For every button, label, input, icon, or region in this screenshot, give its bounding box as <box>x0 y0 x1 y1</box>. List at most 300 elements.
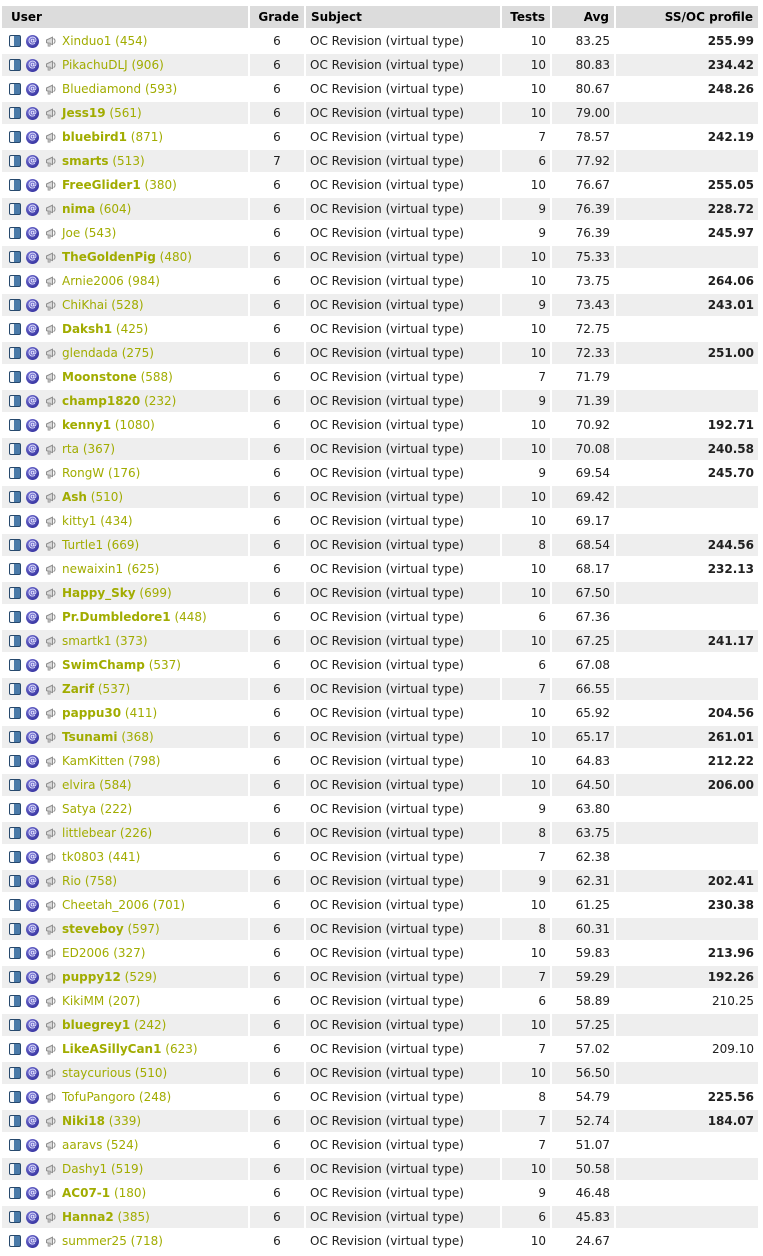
username-link[interactable]: aaravs <box>62 1138 103 1152</box>
ss-oc-profile-cell <box>616 1158 758 1180</box>
email-icon[interactable]: @ <box>28 443 37 454</box>
username-link[interactable]: Tsunami <box>62 730 118 744</box>
profile-card-icon[interactable] <box>9 563 21 575</box>
email-icon[interactable]: @ <box>28 1163 37 1174</box>
profile-card-icon[interactable] <box>9 635 21 647</box>
profile-card-icon[interactable] <box>9 659 21 671</box>
email-icon[interactable]: @ <box>28 179 37 190</box>
username-link[interactable]: Happy_Sky <box>62 586 136 600</box>
profile-card-icon[interactable] <box>9 179 21 191</box>
username-link[interactable]: FreeGlider1 <box>62 178 141 192</box>
username-link[interactable]: Rio <box>62 874 82 888</box>
tests-cell: 10 <box>502 1230 550 1252</box>
email-icon[interactable]: @ <box>28 563 37 574</box>
column-header-tests: Tests <box>502 6 550 28</box>
megaphone-icon[interactable] <box>45 635 58 648</box>
username-link[interactable]: glendada <box>62 346 118 360</box>
tests-cell: 7 <box>502 678 550 700</box>
profile-card-icon[interactable] <box>9 1235 21 1247</box>
avg-cell: 59.83 <box>552 942 614 964</box>
ss-oc-profile-cell: 244.56 <box>616 534 758 556</box>
username-link[interactable]: pappu30 <box>62 706 122 720</box>
username-link[interactable]: Pr.Dumbledore1 <box>62 610 171 624</box>
subject-cell: OC Revision (virtual type) <box>306 54 500 76</box>
megaphone-icon[interactable] <box>45 275 58 288</box>
username-link[interactable]: summer25 <box>62 1234 127 1248</box>
megaphone-icon[interactable] <box>45 251 58 264</box>
megaphone-icon[interactable] <box>45 1187 58 1200</box>
user-cell <box>2 918 248 940</box>
profile-card-icon[interactable] <box>9 59 21 71</box>
ss-oc-profile-cell <box>616 510 758 532</box>
username-link[interactable]: Dashy1 <box>62 1162 108 1176</box>
megaphone-icon[interactable] <box>45 539 58 552</box>
email-icon[interactable]: @ <box>28 851 37 862</box>
megaphone-icon[interactable] <box>45 1163 58 1176</box>
avg-cell: 52.74 <box>552 1110 614 1132</box>
profile-card-icon[interactable] <box>9 851 21 863</box>
megaphone-icon[interactable] <box>45 947 58 960</box>
user-cell <box>2 54 248 76</box>
user-id: (604) <box>95 202 132 216</box>
email-icon[interactable]: @ <box>28 707 37 718</box>
megaphone-icon[interactable] <box>45 1091 58 1104</box>
profile-card-icon[interactable] <box>9 611 21 623</box>
profile-card-icon[interactable] <box>9 155 21 167</box>
username-link[interactable]: ChiKhai <box>62 298 108 312</box>
username-link[interactable]: nima <box>62 202 96 216</box>
username-link[interactable]: elvira <box>62 778 96 792</box>
megaphone-icon[interactable] <box>45 203 58 216</box>
profile-card-icon[interactable] <box>9 1163 21 1175</box>
megaphone-icon[interactable] <box>45 515 58 528</box>
megaphone-icon[interactable] <box>45 35 58 48</box>
profile-card-icon[interactable] <box>9 227 21 239</box>
profile-card-icon[interactable] <box>9 1115 21 1127</box>
profile-card-icon[interactable] <box>9 923 21 935</box>
email-icon[interactable]: @ <box>28 971 37 982</box>
username-link[interactable]: Turtle1 <box>62 538 104 552</box>
megaphone-icon[interactable] <box>45 683 58 696</box>
profile-card-icon[interactable] <box>9 1091 21 1103</box>
user-cell <box>2 1038 248 1060</box>
grade-cell: 6 <box>250 942 304 964</box>
email-icon[interactable]: @ <box>28 347 37 358</box>
username-link[interactable]: Ash <box>62 490 87 504</box>
subject-cell: OC Revision (virtual type) <box>306 246 500 268</box>
username-link[interactable]: smartk1 <box>62 634 112 648</box>
username-link[interactable]: PikachuDLJ <box>62 58 128 72</box>
grade-cell: 6 <box>250 702 304 724</box>
tests-cell: 7 <box>502 1134 550 1156</box>
grade-cell: 6 <box>250 966 304 988</box>
email-icon[interactable]: @ <box>28 419 37 430</box>
email-icon[interactable]: @ <box>28 35 37 46</box>
username-link[interactable]: kitty1 <box>62 514 97 528</box>
user-id: (226) <box>116 826 153 840</box>
email-icon[interactable]: @ <box>28 923 37 934</box>
grade-cell: 6 <box>250 1086 304 1108</box>
user-cell <box>2 222 248 244</box>
megaphone-icon[interactable] <box>45 443 58 456</box>
email-icon[interactable]: @ <box>28 875 37 886</box>
table-row <box>2 438 758 460</box>
megaphone-icon[interactable] <box>45 707 58 720</box>
username-link[interactable]: bluegrey1 <box>62 1018 131 1032</box>
megaphone-icon[interactable] <box>45 731 58 744</box>
profile-card-icon[interactable] <box>9 347 21 359</box>
email-icon[interactable]: @ <box>28 491 37 502</box>
email-icon[interactable]: @ <box>28 947 37 958</box>
email-icon[interactable]: @ <box>28 683 37 694</box>
user-cell <box>2 294 248 316</box>
megaphone-icon[interactable] <box>45 1043 58 1056</box>
ss-oc-profile-cell <box>616 1014 758 1036</box>
user-cell <box>2 558 248 580</box>
table-row <box>2 1206 758 1228</box>
megaphone-icon[interactable] <box>45 1067 58 1080</box>
username-link[interactable]: Niki18 <box>62 1114 105 1128</box>
username-link[interactable]: SwimChamp <box>62 658 145 672</box>
user-id: (537) <box>94 682 131 696</box>
profile-card-icon[interactable] <box>9 1139 21 1151</box>
email-icon[interactable]: @ <box>28 59 37 70</box>
megaphone-icon[interactable] <box>45 155 58 168</box>
profile-card-icon[interactable] <box>9 275 21 287</box>
username-link[interactable]: Hanna2 <box>62 1210 114 1224</box>
profile-card-icon[interactable] <box>9 515 21 527</box>
ss-oc-profile-cell: 204.56 <box>616 702 758 724</box>
profile-card-icon[interactable] <box>9 1211 21 1223</box>
profile-card-icon[interactable] <box>9 251 21 263</box>
profile-card-icon[interactable] <box>9 683 21 695</box>
grade-cell: 6 <box>250 846 304 868</box>
email-icon[interactable]: @ <box>28 827 37 838</box>
username-link[interactable]: puppy12 <box>62 970 121 984</box>
tests-cell: 7 <box>502 966 550 988</box>
email-icon[interactable]: @ <box>28 731 37 742</box>
email-icon[interactable]: @ <box>28 131 37 142</box>
user-cell <box>2 390 248 412</box>
megaphone-icon[interactable] <box>45 1211 58 1224</box>
table-row <box>2 702 758 724</box>
email-icon[interactable]: @ <box>28 299 37 310</box>
email-icon[interactable]: @ <box>28 995 37 1006</box>
user-id: (368) <box>117 730 154 744</box>
email-icon[interactable]: @ <box>28 755 37 766</box>
subject-cell: OC Revision (virtual type) <box>306 222 500 244</box>
email-icon[interactable]: @ <box>28 1235 37 1246</box>
username-link[interactable]: Arnie2006 <box>62 274 124 288</box>
profile-card-icon[interactable] <box>9 707 21 719</box>
profile-card-icon[interactable] <box>9 299 21 311</box>
tests-cell: 8 <box>502 822 550 844</box>
table-row <box>2 198 758 220</box>
megaphone-icon[interactable] <box>45 779 58 792</box>
user-cell <box>2 126 248 148</box>
table-row <box>2 630 758 652</box>
ss-oc-profile-cell: 213.96 <box>616 942 758 964</box>
tests-cell: 7 <box>502 366 550 388</box>
email-icon[interactable]: @ <box>28 539 37 550</box>
megaphone-icon[interactable] <box>45 1235 58 1248</box>
tests-cell: 9 <box>502 390 550 412</box>
profile-card-icon[interactable] <box>9 467 21 479</box>
username-link[interactable]: RongW <box>62 466 105 480</box>
avg-cell: 76.67 <box>552 174 614 196</box>
profile-card-icon[interactable] <box>9 1043 21 1055</box>
profile-card-icon[interactable] <box>9 35 21 47</box>
email-icon[interactable]: @ <box>28 1115 37 1126</box>
username-link[interactable]: ED2006 <box>62 946 110 960</box>
email-icon[interactable]: @ <box>28 515 37 526</box>
grade-cell: 6 <box>250 1206 304 1228</box>
megaphone-icon[interactable] <box>45 995 58 1008</box>
subject-cell: OC Revision (virtual type) <box>306 30 500 52</box>
profile-card-icon[interactable] <box>9 731 21 743</box>
username-link[interactable]: steveboy <box>62 922 124 936</box>
profile-card-icon[interactable] <box>9 827 21 839</box>
tests-cell: 7 <box>502 1110 550 1132</box>
user-id: (597) <box>123 922 160 936</box>
username-link[interactable]: Jess19 <box>62 106 106 120</box>
megaphone-icon[interactable] <box>45 1019 58 1032</box>
profile-card-icon[interactable] <box>9 491 21 503</box>
megaphone-icon[interactable] <box>45 179 58 192</box>
email-icon[interactable]: @ <box>28 83 37 94</box>
user-cell <box>2 102 248 124</box>
email-icon[interactable]: @ <box>28 1019 37 1030</box>
user-cell <box>2 990 248 1012</box>
grade-cell: 6 <box>250 78 304 100</box>
user-cell <box>2 654 248 676</box>
table-row <box>2 606 758 628</box>
megaphone-icon[interactable] <box>45 323 58 336</box>
email-icon[interactable]: @ <box>28 227 37 238</box>
profile-card-icon[interactable] <box>9 995 21 1007</box>
profile-card-icon[interactable] <box>9 539 21 551</box>
megaphone-icon[interactable] <box>45 371 58 384</box>
subject-cell: OC Revision (virtual type) <box>306 366 500 388</box>
email-icon[interactable]: @ <box>28 467 37 478</box>
username-link[interactable]: tk0803 <box>62 850 105 864</box>
megaphone-icon[interactable] <box>45 563 58 576</box>
megaphone-icon[interactable] <box>45 851 58 864</box>
subject-cell: OC Revision (virtual type) <box>306 126 500 148</box>
ss-oc-profile-cell: 225.56 <box>616 1086 758 1108</box>
username-link[interactable]: smarts <box>62 154 109 168</box>
username-link[interactable]: Joe <box>62 226 81 240</box>
profile-card-icon[interactable] <box>9 131 21 143</box>
user-id: (513) <box>108 154 145 168</box>
subject-cell: OC Revision (virtual type) <box>306 318 500 340</box>
megaphone-icon[interactable] <box>45 587 58 600</box>
megaphone-icon[interactable] <box>45 107 58 120</box>
tests-cell: 8 <box>502 918 550 940</box>
megaphone-icon[interactable] <box>45 59 58 72</box>
table-body <box>2 30 758 1252</box>
megaphone-icon[interactable] <box>45 803 58 816</box>
megaphone-icon[interactable] <box>45 227 58 240</box>
subject-cell: OC Revision (virtual type) <box>306 342 500 364</box>
ss-oc-profile-cell <box>616 606 758 628</box>
email-icon[interactable]: @ <box>28 635 37 646</box>
profile-card-icon[interactable] <box>9 899 21 911</box>
email-icon[interactable]: @ <box>28 779 37 790</box>
subject-cell: OC Revision (virtual type) <box>306 726 500 748</box>
table-row <box>2 1110 758 1132</box>
ss-oc-profile-cell: 192.71 <box>616 414 758 436</box>
username-link[interactable]: LikeASillyCan1 <box>62 1042 162 1056</box>
username-link[interactable]: bluebird1 <box>62 130 127 144</box>
megaphone-icon[interactable] <box>45 899 58 912</box>
email-icon[interactable]: @ <box>28 371 37 382</box>
email-icon[interactable]: @ <box>28 587 37 598</box>
profile-card-icon[interactable] <box>9 371 21 383</box>
grade-cell: 6 <box>250 318 304 340</box>
megaphone-icon[interactable] <box>45 875 58 888</box>
subject-cell: OC Revision (virtual type) <box>306 990 500 1012</box>
profile-card-icon[interactable] <box>9 203 21 215</box>
subject-cell: OC Revision (virtual type) <box>306 894 500 916</box>
user-cell <box>2 1206 248 1228</box>
username-link[interactable]: staycurious <box>62 1066 132 1080</box>
tests-cell: 10 <box>502 582 550 604</box>
email-icon[interactable]: @ <box>28 803 37 814</box>
megaphone-icon[interactable] <box>45 491 58 504</box>
email-icon[interactable]: @ <box>28 203 37 214</box>
profile-card-icon[interactable] <box>9 755 21 767</box>
user-id: (232) <box>140 394 177 408</box>
email-icon[interactable]: @ <box>28 1139 37 1150</box>
avg-cell: 67.50 <box>552 582 614 604</box>
megaphone-icon[interactable] <box>45 827 58 840</box>
user-id: (385) <box>113 1210 150 1224</box>
megaphone-icon[interactable] <box>45 347 58 360</box>
megaphone-icon[interactable] <box>45 923 58 936</box>
profile-card-icon[interactable] <box>9 107 21 119</box>
subject-cell: OC Revision (virtual type) <box>306 1206 500 1228</box>
avg-cell: 69.42 <box>552 486 614 508</box>
grade-cell: 6 <box>250 1014 304 1036</box>
username-link[interactable]: TheGoldenPig <box>62 250 156 264</box>
username-link[interactable]: kenny1 <box>62 418 112 432</box>
megaphone-icon[interactable] <box>45 659 58 672</box>
profile-card-icon[interactable] <box>9 779 21 791</box>
megaphone-icon[interactable] <box>45 131 58 144</box>
username-link[interactable]: champ1820 <box>62 394 141 408</box>
username-link[interactable]: AC07-1 <box>62 1186 111 1200</box>
megaphone-icon[interactable] <box>45 1115 58 1128</box>
username-link[interactable]: Daksh1 <box>62 322 113 336</box>
username-link[interactable]: Zarif <box>62 682 95 696</box>
username-link[interactable]: Bluediamond <box>62 82 142 96</box>
tests-cell: 10 <box>502 510 550 532</box>
username-link[interactable]: newaixin1 <box>62 562 124 576</box>
megaphone-icon[interactable] <box>45 1139 58 1152</box>
username-link[interactable]: Satya <box>62 802 97 816</box>
table-row <box>2 150 758 172</box>
email-icon[interactable]: @ <box>28 1211 37 1222</box>
email-icon[interactable]: @ <box>28 899 37 910</box>
profile-card-icon[interactable] <box>9 419 21 431</box>
email-icon[interactable]: @ <box>28 659 37 670</box>
table-row <box>2 1086 758 1108</box>
email-icon[interactable]: @ <box>28 1043 37 1054</box>
profile-card-icon[interactable] <box>9 803 21 815</box>
username-link[interactable]: TofuPangoro <box>62 1090 136 1104</box>
email-icon[interactable]: @ <box>28 275 37 286</box>
subject-cell: OC Revision (virtual type) <box>306 1014 500 1036</box>
subject-cell: OC Revision (virtual type) <box>306 78 500 100</box>
username-link[interactable]: Xinduo1 <box>62 34 112 48</box>
table-row <box>2 534 758 556</box>
email-icon[interactable]: @ <box>28 323 37 334</box>
user-id: (871) <box>126 130 164 144</box>
megaphone-icon[interactable] <box>45 395 58 408</box>
profile-card-icon[interactable] <box>9 947 21 959</box>
username-link[interactable]: KamKitten <box>62 754 125 768</box>
username-link[interactable]: rta <box>62 442 79 456</box>
email-icon[interactable]: @ <box>28 251 37 262</box>
user-cell <box>2 630 248 652</box>
profile-card-icon[interactable] <box>9 395 21 407</box>
username-link[interactable]: Moonstone <box>62 370 137 384</box>
email-icon[interactable]: @ <box>28 395 37 406</box>
profile-card-icon[interactable] <box>9 875 21 887</box>
subject-cell: OC Revision (virtual type) <box>306 918 500 940</box>
subject-cell: OC Revision (virtual type) <box>306 390 500 412</box>
profile-card-icon[interactable] <box>9 971 21 983</box>
megaphone-icon[interactable] <box>45 755 58 768</box>
avg-cell: 80.83 <box>552 54 614 76</box>
ss-oc-profile-cell: 255.05 <box>616 174 758 196</box>
email-icon[interactable]: @ <box>28 1067 37 1078</box>
ss-oc-profile-cell: 251.00 <box>616 342 758 364</box>
profile-card-icon[interactable] <box>9 1067 21 1079</box>
username-link[interactable]: Cheetah_2006 <box>62 898 149 912</box>
email-icon[interactable]: @ <box>28 155 37 166</box>
avg-cell: 54.79 <box>552 1086 614 1108</box>
email-icon[interactable]: @ <box>28 1187 37 1198</box>
megaphone-icon[interactable] <box>45 611 58 624</box>
email-icon[interactable]: @ <box>28 107 37 118</box>
megaphone-icon[interactable] <box>45 83 58 96</box>
grade-cell: 6 <box>250 54 304 76</box>
profile-card-icon[interactable] <box>9 587 21 599</box>
username-link[interactable]: littlebear <box>62 826 117 840</box>
user-cell <box>2 366 248 388</box>
avg-cell: 67.08 <box>552 654 614 676</box>
avg-cell: 65.17 <box>552 726 614 748</box>
user-cell <box>2 534 248 556</box>
username-link[interactable]: KikiMM <box>62 994 105 1008</box>
profile-card-icon[interactable] <box>9 443 21 455</box>
profile-card-icon[interactable] <box>9 1187 21 1199</box>
profile-card-icon[interactable] <box>9 323 21 335</box>
email-icon[interactable]: @ <box>28 1091 37 1102</box>
tests-cell: 10 <box>502 942 550 964</box>
megaphone-icon[interactable] <box>45 971 58 984</box>
email-icon[interactable]: @ <box>28 611 37 622</box>
megaphone-icon[interactable] <box>45 467 58 480</box>
ss-oc-profile-cell: 212.22 <box>616 750 758 772</box>
megaphone-icon[interactable] <box>45 419 58 432</box>
profile-card-icon[interactable] <box>9 83 21 95</box>
profile-card-icon[interactable] <box>9 1019 21 1031</box>
ss-oc-profile-cell: 234.42 <box>616 54 758 76</box>
megaphone-icon[interactable] <box>45 299 58 312</box>
